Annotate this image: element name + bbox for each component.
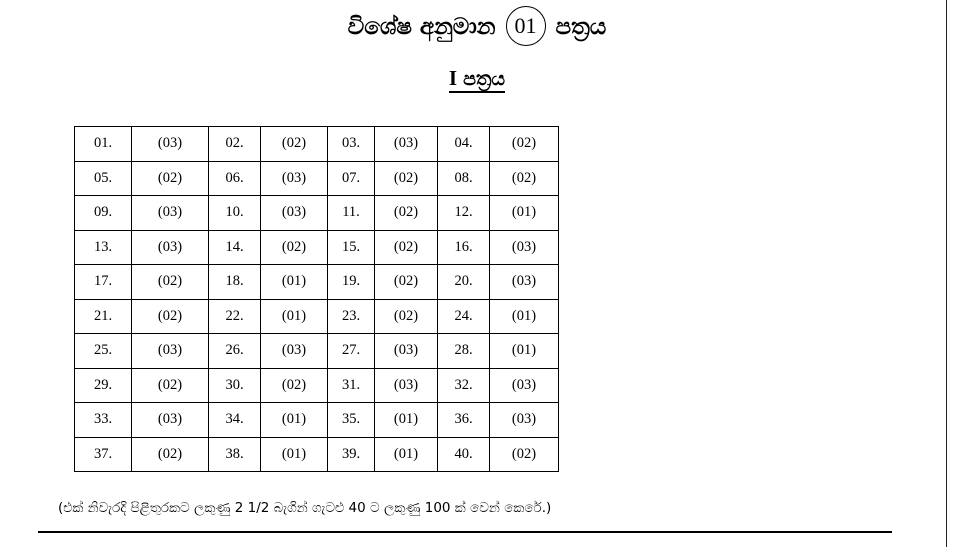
table-row	[75, 127, 559, 162]
answer-cell: (02)	[132, 265, 209, 300]
question-number-cell: 01.	[75, 127, 132, 162]
question-number-cell: 27.	[328, 334, 375, 369]
table-row	[75, 403, 559, 438]
question-number-cell: 34.	[209, 403, 261, 438]
answer-cell: (01)	[490, 334, 559, 369]
answer-cell: (03)	[375, 334, 438, 369]
section-label: පත්‍රය	[463, 68, 506, 90]
answer-cell: (03)	[132, 403, 209, 438]
question-number-cell: 35.	[328, 403, 375, 438]
answer-cell: (02)	[375, 196, 438, 231]
question-number-cell: 16.	[438, 230, 490, 265]
table-row	[75, 265, 559, 300]
answer-cell: (03)	[132, 334, 209, 369]
question-number-cell: 04.	[438, 127, 490, 162]
table-row	[75, 437, 559, 472]
answer-key-body	[75, 127, 559, 472]
question-number-cell: 20.	[438, 265, 490, 300]
answer-cell: (03)	[490, 403, 559, 438]
question-number-cell: 23.	[328, 299, 375, 334]
answer-cell: (02)	[261, 127, 328, 162]
answer-cell: (02)	[375, 230, 438, 265]
title-text: විශේෂ අනුමාන	[347, 12, 496, 40]
answer-cell: (03)	[490, 265, 559, 300]
question-number-cell: 13.	[75, 230, 132, 265]
answer-cell: (01)	[490, 196, 559, 231]
answer-cell: (03)	[132, 230, 209, 265]
question-number-cell: 07.	[328, 161, 375, 196]
question-number-cell: 12.	[438, 196, 490, 231]
answer-cell: (03)	[490, 230, 559, 265]
answer-cell: (03)	[132, 127, 209, 162]
question-number-cell: 26.	[209, 334, 261, 369]
answer-cell: (03)	[132, 196, 209, 231]
page-title	[0, 4, 954, 48]
answer-cell: (01)	[375, 403, 438, 438]
table-row	[75, 334, 559, 369]
answer-cell: (02)	[261, 368, 328, 403]
question-number-cell: 06.	[209, 161, 261, 196]
answer-cell: (02)	[375, 265, 438, 300]
question-number-cell: 22.	[209, 299, 261, 334]
question-number-cell: 33.	[75, 403, 132, 438]
answer-cell: (02)	[375, 299, 438, 334]
answer-cell: (02)	[261, 230, 328, 265]
answer-cell: (02)	[490, 437, 559, 472]
answer-cell: (01)	[261, 403, 328, 438]
answer-cell: (01)	[261, 437, 328, 472]
question-number-cell: 10.	[209, 196, 261, 231]
answer-cell: (02)	[132, 299, 209, 334]
question-number-cell: 05.	[75, 161, 132, 196]
table-row	[75, 299, 559, 334]
table-row	[75, 368, 559, 403]
question-number-cell: 28.	[438, 334, 490, 369]
answer-key-table	[74, 126, 559, 472]
answer-cell: (02)	[490, 127, 559, 162]
question-number-cell: 31.	[328, 368, 375, 403]
question-number-cell: 14.	[209, 230, 261, 265]
question-number-cell: 03.	[328, 127, 375, 162]
section-roman-numeral: I	[448, 66, 458, 90]
answer-cell: (03)	[261, 334, 328, 369]
question-number-cell: 02.	[209, 127, 261, 162]
paper-number-circle: 01	[506, 6, 546, 46]
question-number-cell: 11.	[328, 196, 375, 231]
answer-cell: (03)	[375, 127, 438, 162]
answer-cell: (01)	[261, 265, 328, 300]
question-number-cell: 19.	[328, 265, 375, 300]
question-number-cell: 40.	[438, 437, 490, 472]
answer-cell: (01)	[490, 299, 559, 334]
answer-cell: (02)	[132, 368, 209, 403]
bottom-divider	[38, 531, 892, 533]
question-number-cell: 21.	[75, 299, 132, 334]
table-row	[75, 161, 559, 196]
question-number-cell: 09.	[75, 196, 132, 231]
question-number-cell: 32.	[438, 368, 490, 403]
answer-cell: (02)	[132, 437, 209, 472]
question-number-cell: 25.	[75, 334, 132, 369]
question-number-cell: 24.	[438, 299, 490, 334]
table-row	[75, 196, 559, 231]
section-heading	[0, 66, 954, 91]
marking-note: (එක් නිවැරදි පිළිතුරකට ලකුණු 2 1/2 බැගින් ගැටළු 40 ට ලකුණු 100 ක් වෙන් කෙරේ.)	[58, 500, 552, 516]
answer-cell: (01)	[261, 299, 328, 334]
answer-cell: (03)	[375, 368, 438, 403]
answer-cell: (02)	[375, 161, 438, 196]
question-number-cell: 18.	[209, 265, 261, 300]
answer-cell: (03)	[261, 196, 328, 231]
answer-cell: (03)	[490, 368, 559, 403]
title-suffix: පත්‍රය	[555, 12, 607, 40]
answer-cell: (02)	[132, 161, 209, 196]
question-number-cell: 30.	[209, 368, 261, 403]
answer-cell: (02)	[490, 161, 559, 196]
table-row	[75, 230, 559, 265]
question-number-cell: 15.	[328, 230, 375, 265]
question-number-cell: 39.	[328, 437, 375, 472]
question-number-cell: 29.	[75, 368, 132, 403]
question-number-cell: 17.	[75, 265, 132, 300]
question-number-cell: 36.	[438, 403, 490, 438]
question-number-cell: 38.	[209, 437, 261, 472]
question-number-cell: 37.	[75, 437, 132, 472]
answer-cell: (03)	[261, 161, 328, 196]
question-number-cell: 08.	[438, 161, 490, 196]
answer-cell: (01)	[375, 437, 438, 472]
